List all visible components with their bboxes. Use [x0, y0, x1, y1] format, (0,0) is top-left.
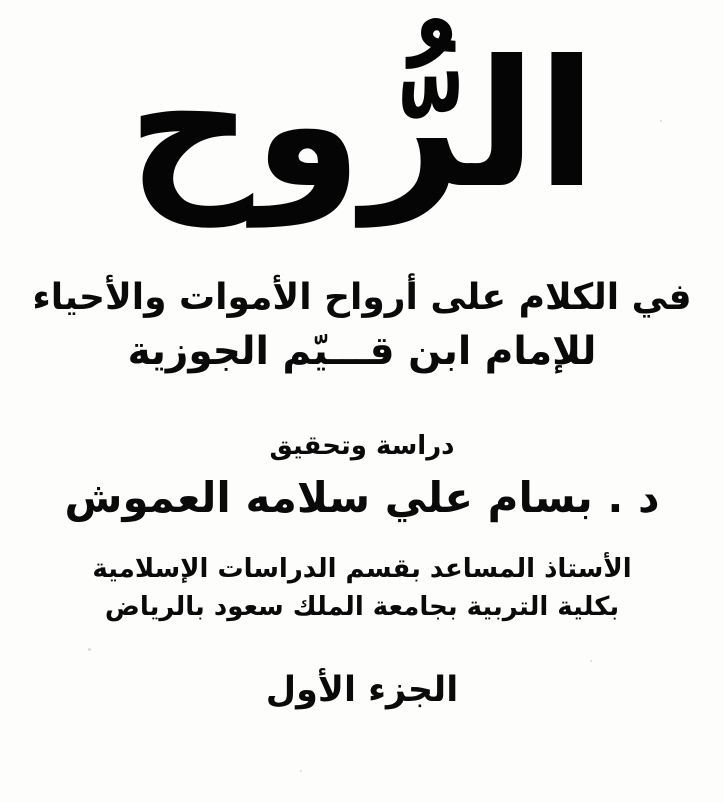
editor-affiliation-line1: الأستاذ المساعد بقسم الدراسات الإسلامية — [92, 553, 632, 584]
volume-label: الجزء الأول — [265, 669, 459, 710]
editor-role-heading: دراسة وتحقيق — [269, 431, 455, 462]
book-title-calligraphy: الرُّوح — [127, 24, 597, 228]
scan-speck — [300, 770, 302, 772]
editor-affiliation-line2: بكلية التربية بجامعة الملك سعود بالرياض — [104, 592, 620, 623]
scan-speck — [88, 648, 91, 651]
book-author-line: للإمام ابن قـــيّم الجوزية — [127, 328, 597, 374]
scan-speck — [590, 660, 592, 662]
scan-speck — [660, 120, 662, 122]
book-subtitle-line1: في الكلام على أرواح الأموات والأحياء — [32, 277, 692, 318]
editor-name: د . بسام علي سلامه العموش — [64, 473, 660, 523]
